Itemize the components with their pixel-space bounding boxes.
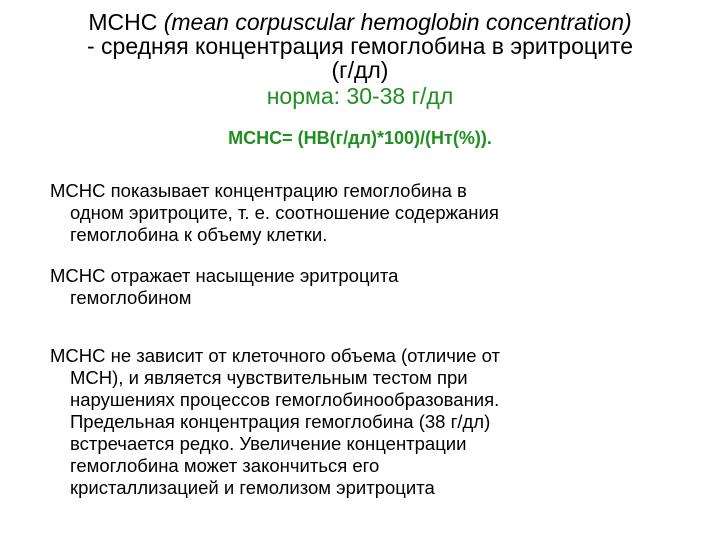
title-english-expansion: (mean corpuscular hemoglobin concentration) xyxy=(163,9,632,35)
paragraph-line: MCHC отражает насыщение эритроцита xyxy=(50,265,399,286)
paragraph-line: нарушениях процессов гемоглобинообразования. xyxy=(70,389,500,410)
paragraph-line: MCHC показывает концентрацию гемоглобина в xyxy=(50,180,467,201)
slide-title-abbr-line xyxy=(0,10,720,34)
paragraph-line: MCHC не зависит от клеточного объема (отличие от xyxy=(50,345,500,366)
paragraph-line: MCH), и является чувствительным тестом при xyxy=(70,367,468,388)
paragraph-line: Предельная концентрация гемоглобина (38 г/дл) xyxy=(70,411,491,432)
title-unit: (г/дл) xyxy=(331,57,389,83)
paragraph-line: гемоглобина к объему клетки. xyxy=(70,224,328,245)
paragraph-line: гемоглобином xyxy=(70,287,192,308)
title-russian-expansion: - средняя концентрация гемоглобина в эритроците xyxy=(87,33,633,59)
formula: MCHC= (HB(г/дл)*100)/(Hт(%)). xyxy=(228,128,492,148)
paragraph-line: кристаллизацией и гемолизом эритроцита xyxy=(70,477,435,498)
title-abbreviation: MCHC xyxy=(88,9,158,35)
paragraph-definition xyxy=(50,180,690,246)
paragraph-saturation xyxy=(50,265,690,309)
paragraph-line: гемоглобина может закончиться его xyxy=(70,455,380,476)
paragraph-line: одном эритроците, т. е. соотношение содержания xyxy=(70,202,499,223)
paragraph-line: встречается редко. Увеличение концентрации xyxy=(70,433,467,454)
paragraph-independence xyxy=(50,345,690,499)
normal-range: норма: 30-38 г/дл xyxy=(266,83,454,109)
